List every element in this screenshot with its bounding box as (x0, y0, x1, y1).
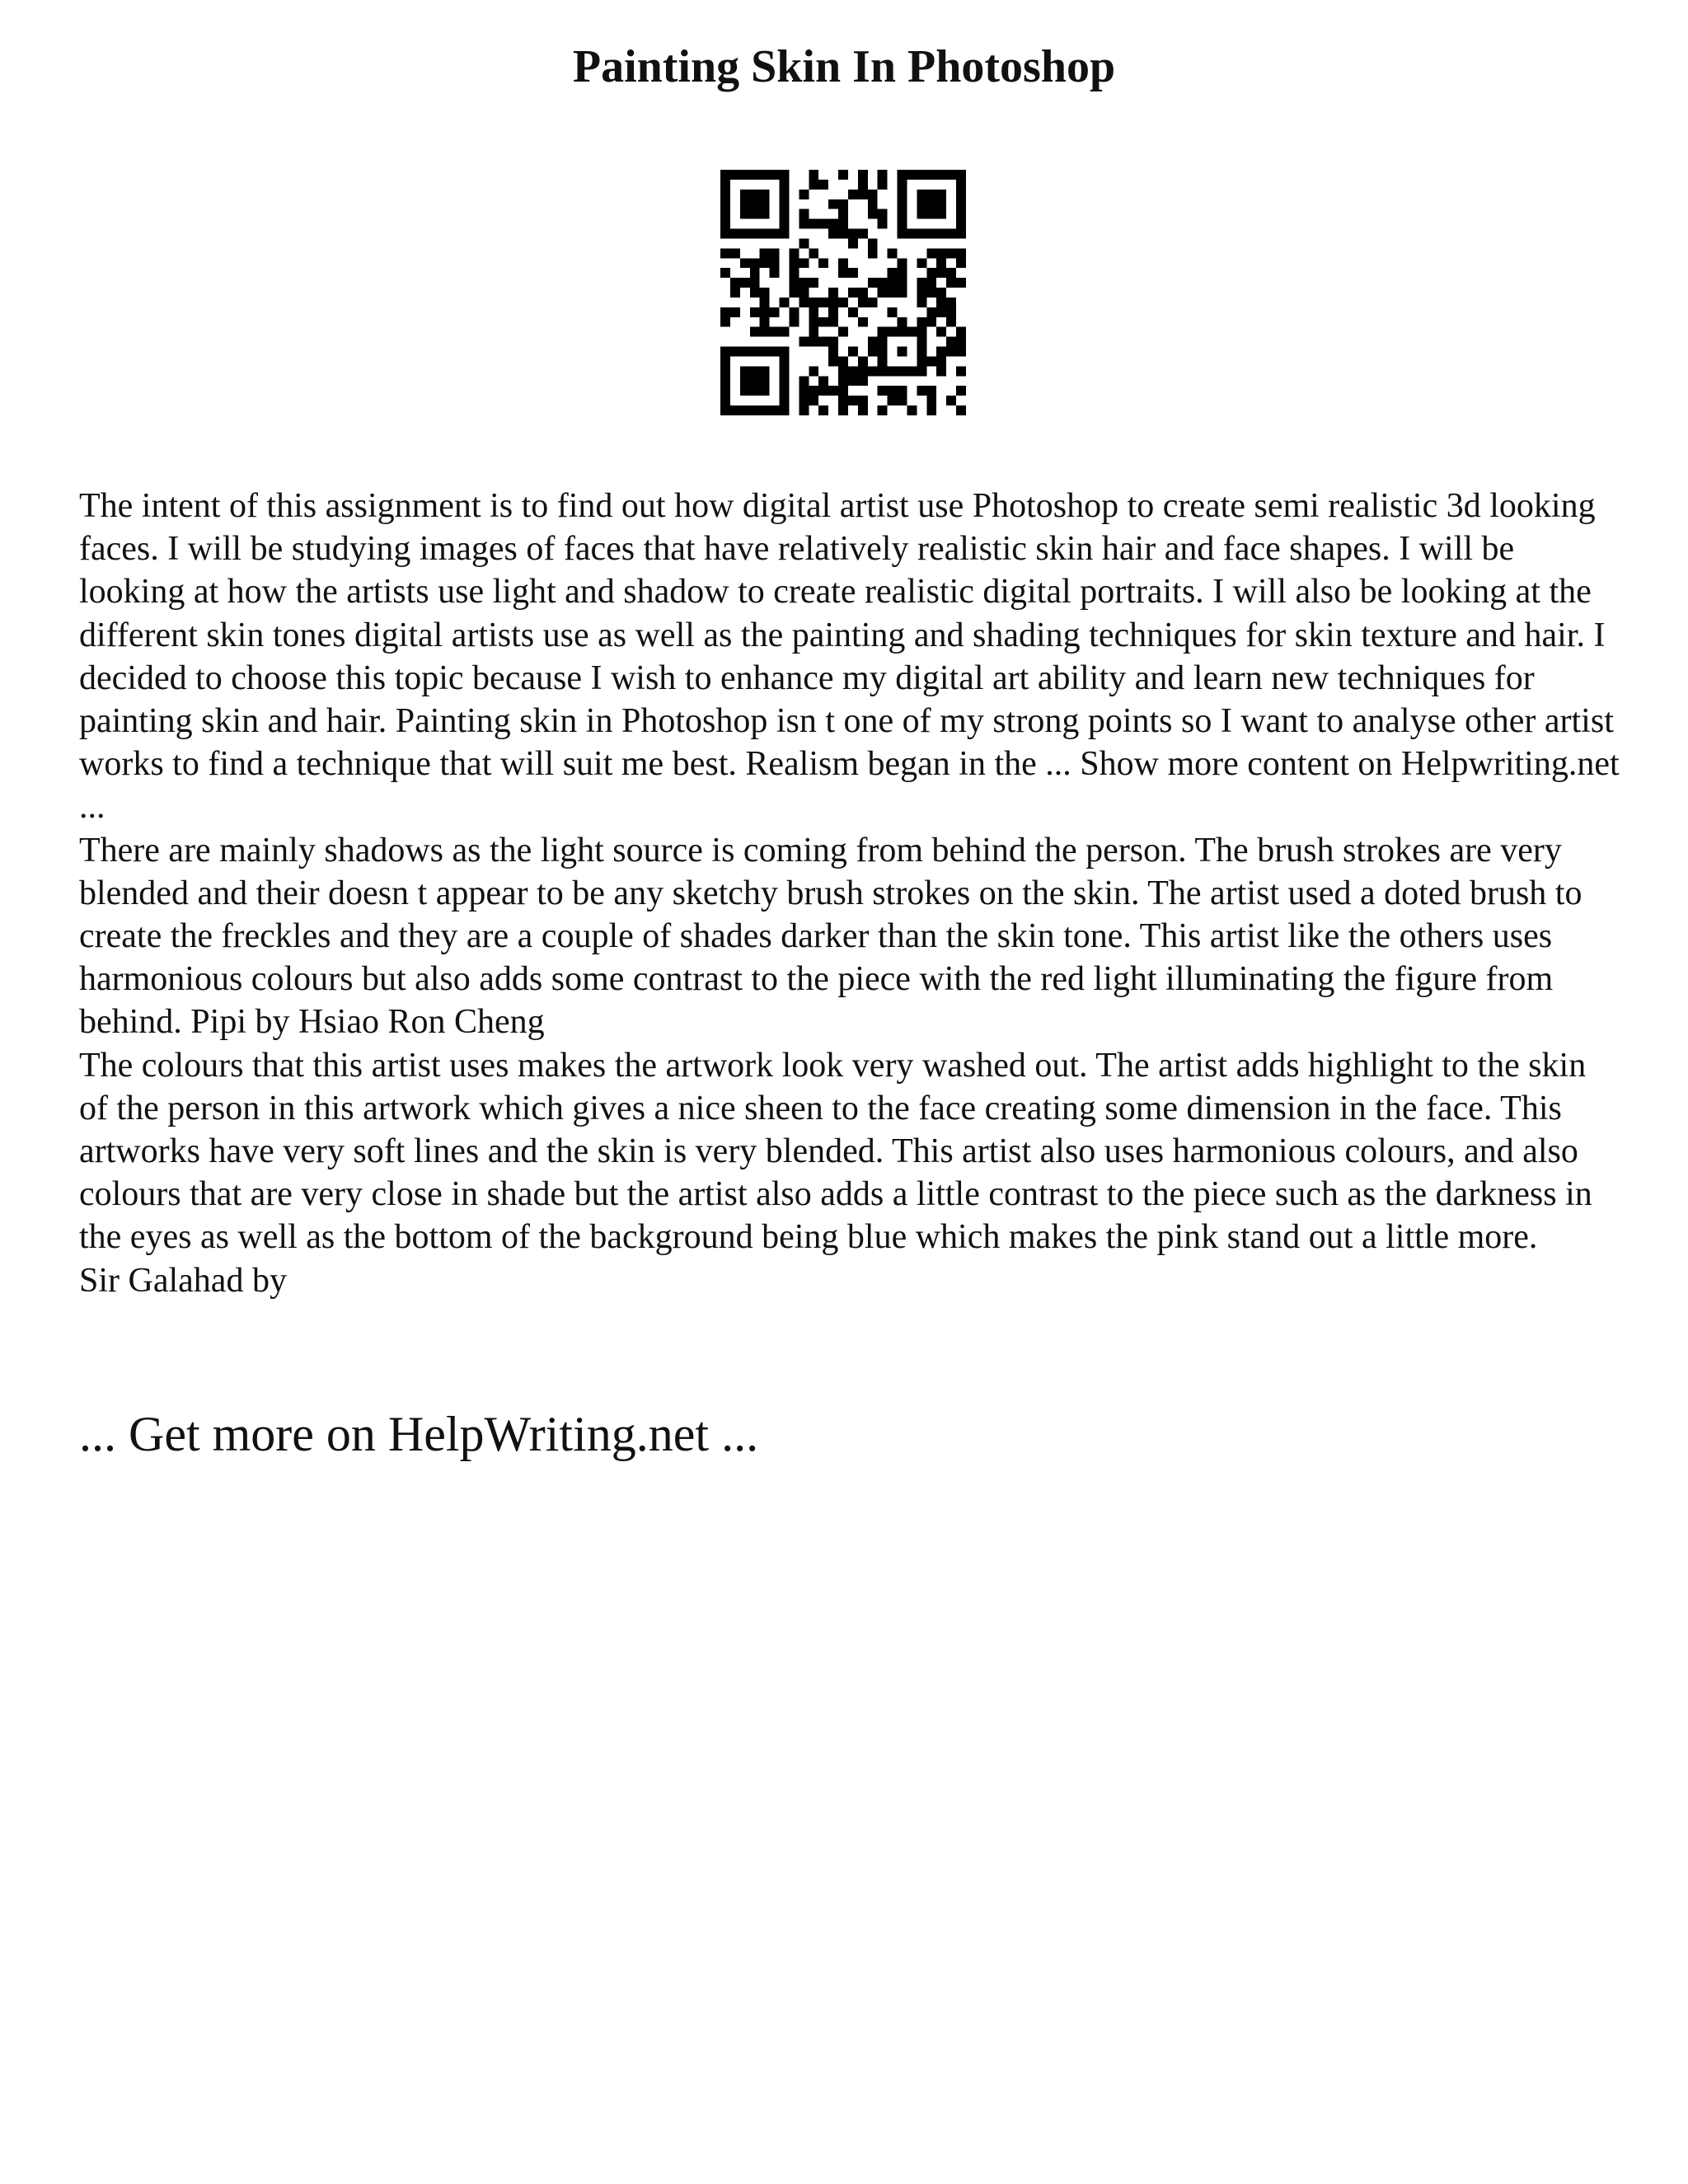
body-paragraph: The intent of this assignment is to find out how digital artist use Photoshop to create semi realistic 3d looking faces. I will be studying images of faces that have relatively realistic skin hair and face shapes. I will be looking at how the artists use light and shadow to create realistic digital portraits. I will also be looking at the different skin tones digital artists use as well as the painting and shading techniques for skin texture and hair. I decided to choose this topic because I wish to enhance my digital art ability and learn new techniques for painting skin and hair. Painting skin in Photoshop isn t one of my strong points so I want to analyse other artist works to find a technique that will suit me best. Realism began in the ... Show more content on Helpwriting.net ... (79, 487, 1620, 827)
get-more-link[interactable]: ... Get more on HelpWriting.net ... (79, 1407, 759, 1461)
body-paragraph: There are mainly shadows as the light source is coming from behind the person. The brush strokes are very blended and their doesn t appear to be any sketchy brush strokes on the skin. The artist used a doted brush to create the freckles and they are a couple of shades darker than the skin tone. This artist like the others uses harmonious colours but also adds some contrast to the piece with the red light illuminating the figure from behind. Pipi by Hsiao Ron Cheng (79, 831, 1582, 1042)
document-body (79, 485, 1620, 1302)
body-paragraph: The colours that this artist uses makes the artwork look very washed out. The artist adds highlight to the skin of the person in this artwork which gives a nice sheen to the face creating some dimension in the face. This artworks have very soft lines and the skin is very blended. This artist also uses harmonious colours, and also colours that are very close in shade but the artist also adds a little contrast to the piece such as the darkness in the eyes as well as the bottom of the background being blue which makes the pink stand out a little more. (79, 1046, 1592, 1257)
document-title: Painting Skin In Photoshop (572, 41, 1116, 92)
qr-code-icon[interactable] (720, 170, 966, 415)
body-paragraph: Sir Galahad by (79, 1261, 287, 1300)
